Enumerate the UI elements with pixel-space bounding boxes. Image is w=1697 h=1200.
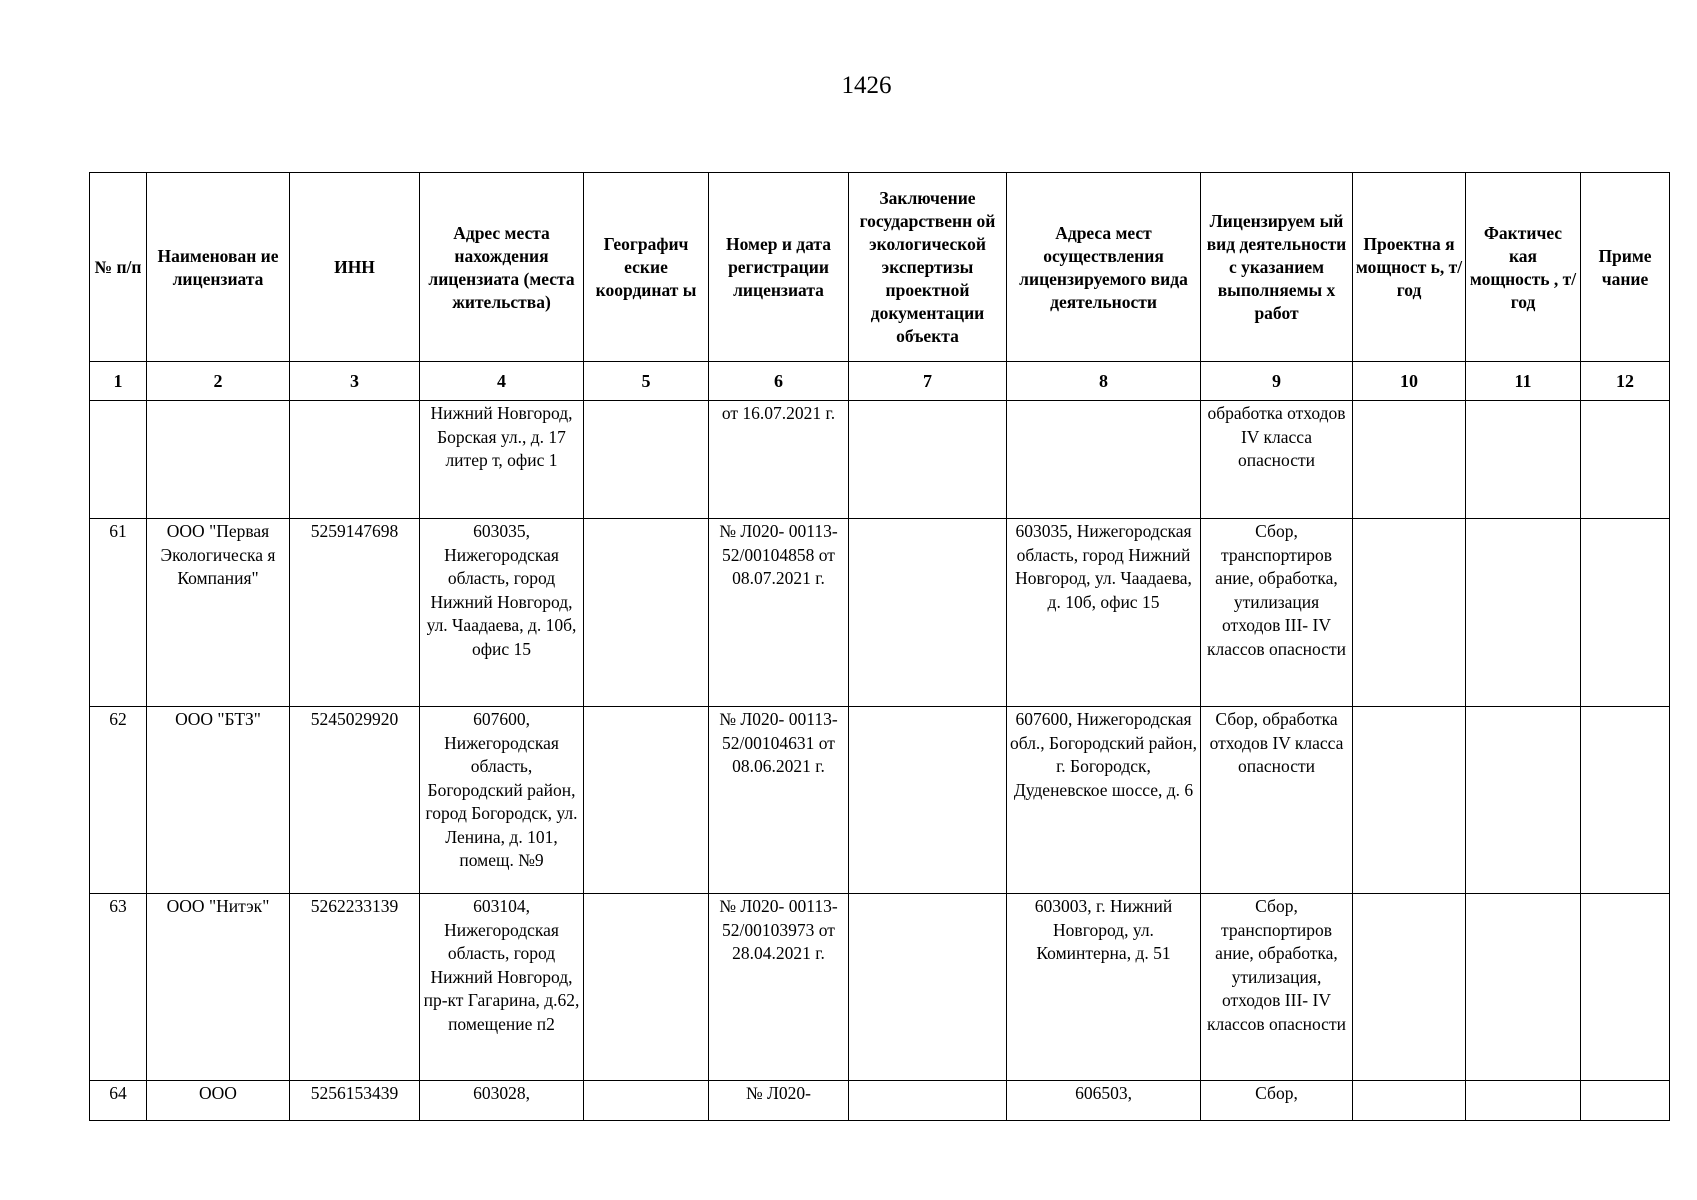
design-capacity-cell (1353, 401, 1466, 519)
licensee-name-cell: ООО "Первая Экологическа я Компания" (147, 519, 290, 707)
address-cell: Нижний Новгород, Борская ул., д. 17 литер т, офис 1 (420, 401, 584, 519)
design-capacity-cell (1353, 707, 1466, 894)
header-cell-coordinates: Географич еские координат ы (584, 173, 709, 362)
actual-capacity-cell (1466, 707, 1581, 894)
coordinates-cell (584, 1081, 709, 1121)
activity-cell: Сбор, транспортиров ание, обработка, утилизация отходов III- IV классов опасности (1201, 519, 1353, 707)
note-cell (1581, 401, 1670, 519)
note-cell (1581, 519, 1670, 707)
row-number-cell: 63 (90, 894, 147, 1081)
header-cell-activity: Лицензируем ый вид деятельности с указанием выполняемы х работ (1201, 173, 1353, 362)
note-cell (1581, 894, 1670, 1081)
address-cell: 603104, Нижегородская область, город Нижний Новгород, пр-кт Гагарина, д.62, помещение п2 (420, 894, 584, 1081)
registration-cell: № Л020- (709, 1081, 849, 1121)
row-number-cell (90, 401, 147, 519)
activity-address-cell (1007, 401, 1201, 519)
column-number-cell: 6 (709, 362, 849, 401)
table-row (90, 519, 1670, 707)
licensee-name-cell: ООО (147, 1081, 290, 1121)
inn-cell: 5259147698 (290, 519, 420, 707)
coordinates-cell (584, 519, 709, 707)
activity-cell: Сбор, транспортиров ание, обработка, утилизация, отходов III- IV классов опасности (1201, 894, 1353, 1081)
column-number-cell: 7 (849, 362, 1007, 401)
header-cell-actual-capacity: Фактичес кая мощность , т/год (1466, 173, 1581, 362)
design-capacity-cell (1353, 894, 1466, 1081)
address-cell: 607600, Нижегородская область, Богородский район, город Богородск, ул. Ленина, д. 101, помещ. №9 (420, 707, 584, 894)
column-number-cell: 8 (1007, 362, 1201, 401)
note-cell (1581, 1081, 1670, 1121)
row-number-cell: 62 (90, 707, 147, 894)
column-number-cell: 11 (1466, 362, 1581, 401)
expertise-cell (849, 707, 1007, 894)
header-cell-note: Приме чание (1581, 173, 1670, 362)
header-cell-address: Адрес места нахождения лицензиата (места жительства) (420, 173, 584, 362)
expertise-cell (849, 1081, 1007, 1121)
row-number-cell: 61 (90, 519, 147, 707)
inn-cell: 5256153439 (290, 1081, 420, 1121)
registration-cell: № Л020- 00113- 52/00104858 от 08.07.2021 г. (709, 519, 849, 707)
activity-cell: Сбор, (1201, 1081, 1353, 1121)
licensee-name-cell: ООО "Нитэк" (147, 894, 290, 1081)
column-number-row (90, 362, 1670, 401)
design-capacity-cell (1353, 1081, 1466, 1121)
activity-address-cell: 603003, г. Нижний Новгород, ул. Коминтерна, д. 51 (1007, 894, 1201, 1081)
header-row (90, 173, 1670, 362)
inn-cell: 5262233139 (290, 894, 420, 1081)
header-cell-expertise: Заключение государственн ой экологической экспертизы проектной документации объекта (849, 173, 1007, 362)
header-cell-design-capacity: Проектна я мощност ь, т/год (1353, 173, 1466, 362)
header-cell-inn: ИНН (290, 173, 420, 362)
row-number-cell: 64 (90, 1081, 147, 1121)
table-row (90, 401, 1670, 519)
page-number: 1426 (841, 72, 892, 99)
column-number-cell: 1 (90, 362, 147, 401)
inn-cell: 5245029920 (290, 707, 420, 894)
activity-address-cell: 606503, (1007, 1081, 1201, 1121)
address-cell: 603035, Нижегородская область, город Нижний Новгород, ул. Чаадаева, д. 10б, офис 15 (420, 519, 584, 707)
design-capacity-cell (1353, 519, 1466, 707)
actual-capacity-cell (1466, 519, 1581, 707)
registration-cell: № Л020- 00113- 52/00103973 от 28.04.2021 г. (709, 894, 849, 1081)
column-number-cell: 5 (584, 362, 709, 401)
address-cell: 603028, (420, 1081, 584, 1121)
table-row (90, 1081, 1670, 1121)
coordinates-cell (584, 894, 709, 1081)
column-number-cell: 12 (1581, 362, 1670, 401)
actual-capacity-cell (1466, 1081, 1581, 1121)
header-cell-activity-address: Адреса мест осуществления лицензируемого вида деятельности (1007, 173, 1201, 362)
column-number-cell: 3 (290, 362, 420, 401)
column-number-cell: 4 (420, 362, 584, 401)
expertise-cell (849, 401, 1007, 519)
table-row (90, 894, 1670, 1081)
header-cell-number: № п/п (90, 173, 147, 362)
activity-cell: Сбор, обработка отходов IV класса опасности (1201, 707, 1353, 894)
column-number-cell: 9 (1201, 362, 1353, 401)
inn-cell (290, 401, 420, 519)
coordinates-cell (584, 401, 709, 519)
column-number-cell: 2 (147, 362, 290, 401)
registration-cell: № Л020- 00113- 52/00104631 от 08.06.2021 г. (709, 707, 849, 894)
note-cell (1581, 707, 1670, 894)
activity-address-cell: 603035, Нижегородская область, город Нижний Новгород, ул. Чаадаева, д. 10б, офис 15 (1007, 519, 1201, 707)
header-cell-registration: Номер и дата регистрации лицензиата (709, 173, 849, 362)
activity-address-cell: 607600, Нижегородская обл., Богородский район, г. Богородск, Дуденевское шоссе, д. 6 (1007, 707, 1201, 894)
coordinates-cell (584, 707, 709, 894)
actual-capacity-cell (1466, 894, 1581, 1081)
activity-cell: обработка отходов IV класса опасности (1201, 401, 1353, 519)
table-row (90, 707, 1670, 894)
licensee-name-cell (147, 401, 290, 519)
expertise-cell (849, 894, 1007, 1081)
expertise-cell (849, 519, 1007, 707)
header-cell-licensee-name: Наименован ие лицензиата (147, 173, 290, 362)
registration-cell: от 16.07.2021 г. (709, 401, 849, 519)
license-registry-table (89, 172, 1670, 1121)
actual-capacity-cell (1466, 401, 1581, 519)
column-number-cell: 10 (1353, 362, 1466, 401)
licensee-name-cell: ООО "БТЗ" (147, 707, 290, 894)
